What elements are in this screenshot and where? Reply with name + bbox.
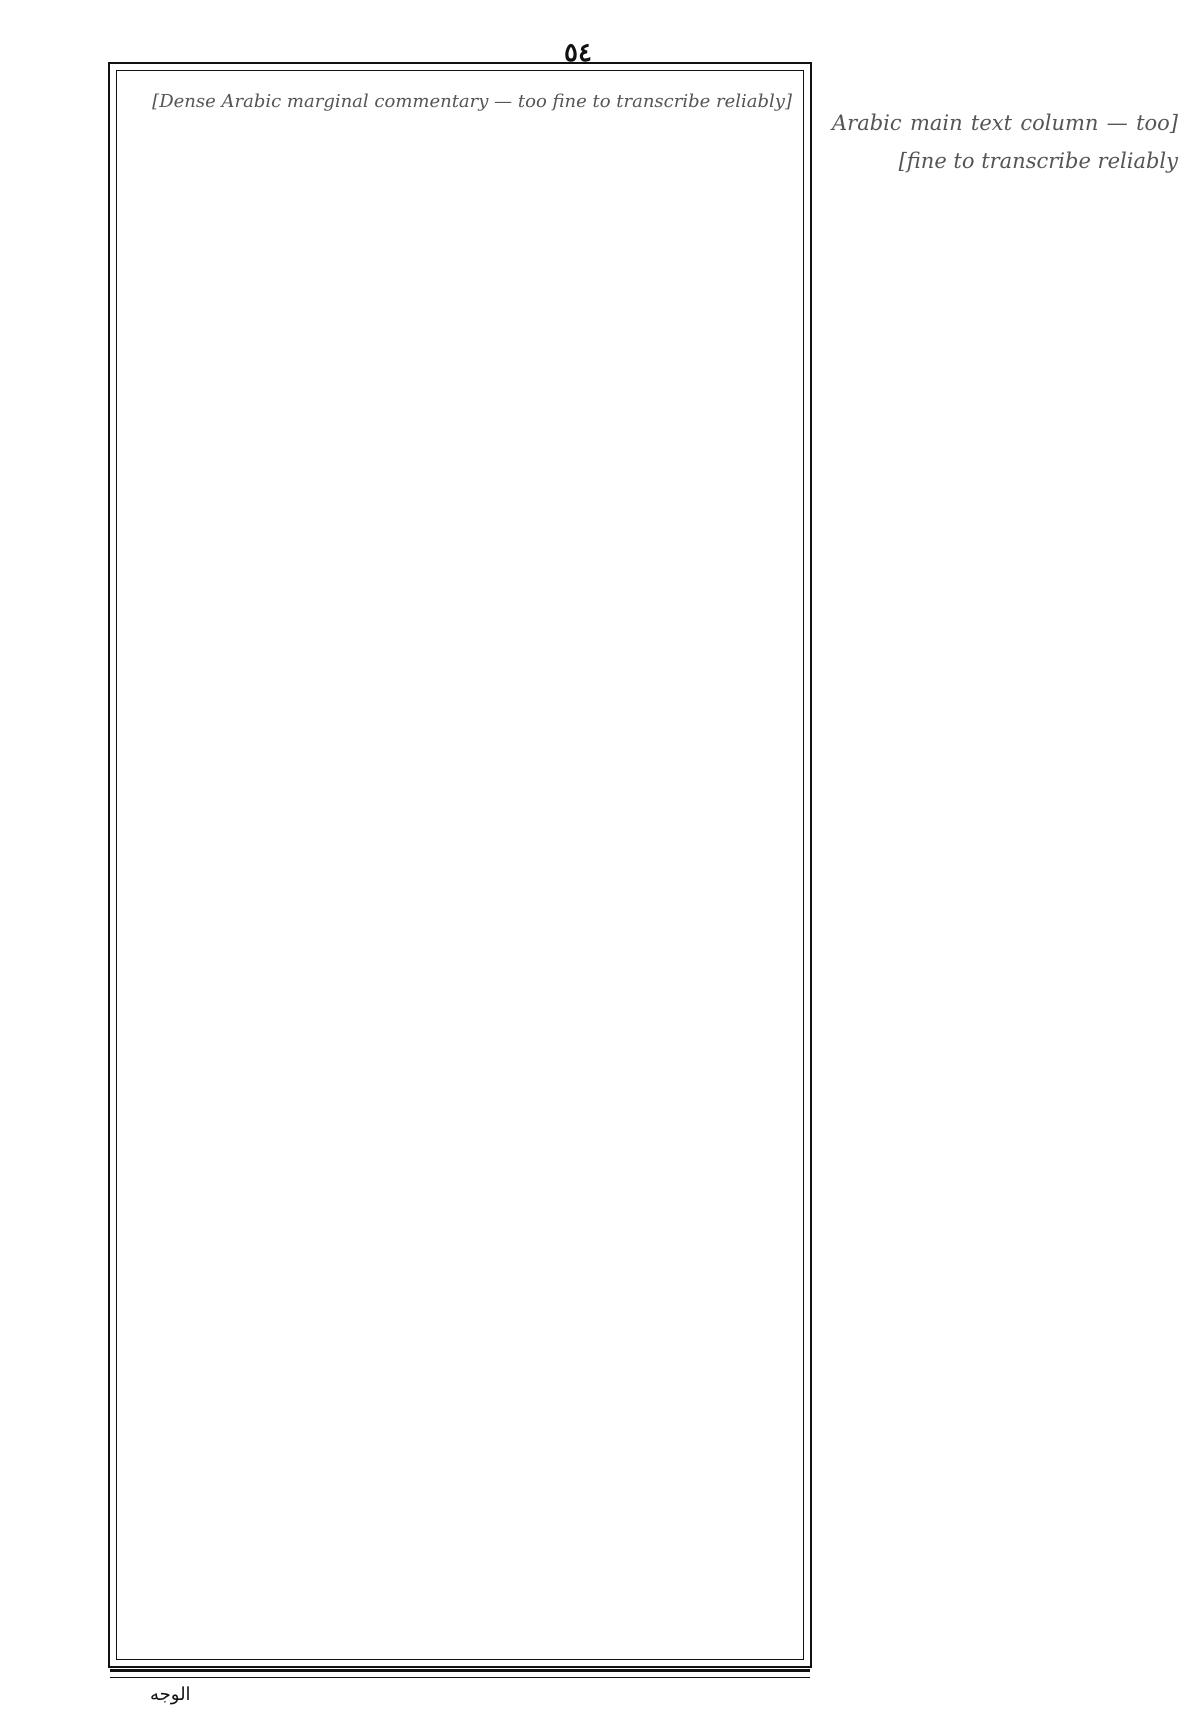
main-text-placeholder: [Arabic main text column — too fine to transcribe reliably] bbox=[832, 111, 1178, 173]
commentary-frame bbox=[108, 62, 812, 1668]
main-text-column bbox=[832, 104, 1178, 1504]
page-number: ٥٤ bbox=[564, 38, 592, 68]
commentary-text bbox=[128, 86, 792, 1644]
commentary-placeholder: [Dense Arabic marginal commentary — too fine to transcribe reliably] bbox=[152, 91, 792, 112]
catchword: الوجه bbox=[150, 1684, 191, 1705]
